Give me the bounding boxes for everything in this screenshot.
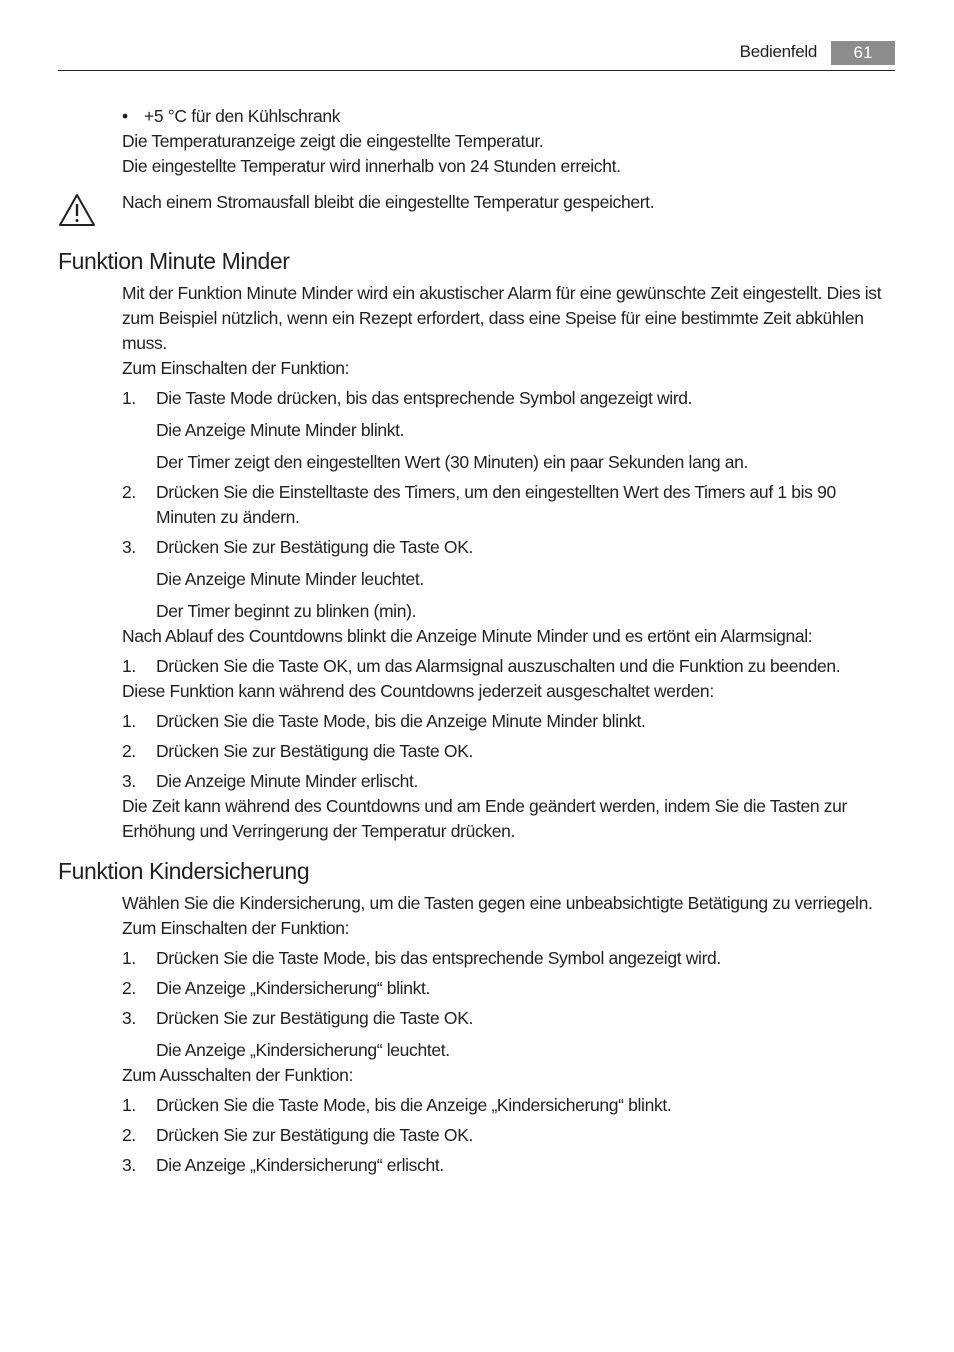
step-number: 2.	[122, 978, 136, 998]
paragraph: Nach Ablauf des Countdowns blinkt die Anzeige Minute Minder und es ertönt ein Alarmsignal:	[122, 626, 813, 646]
step-text: Drücken Sie zur Bestätigung die Taste OK.	[156, 741, 474, 761]
list-item	[122, 1153, 895, 1178]
bullet-text: +5 °C für den Kühlschrank	[144, 106, 341, 126]
step-number: 1.	[122, 948, 136, 968]
step-text: Die Anzeige „Kindersicherung“ blinkt.	[156, 978, 431, 998]
list-item	[122, 386, 895, 411]
paragraph: Die Zeit kann während des Countdowns und am Ende geändert werden, indem Sie die Tasten zur Erhöhung und Verringerung der Temperatur drücken.	[122, 796, 848, 841]
intro-block	[122, 104, 895, 179]
list-item	[122, 1123, 895, 1148]
list-item	[122, 739, 895, 764]
step-text: Drücken Sie die Taste Mode, bis die Anzeige Minute Minder blinkt.	[156, 711, 646, 731]
step-result: Die Anzeige Minute Minder blinkt.	[156, 420, 405, 440]
step-result: Die Anzeige „Kindersicherung“ leuchtet.	[156, 1040, 450, 1060]
steps-list-off	[122, 1093, 895, 1178]
page-number: 61	[831, 41, 895, 65]
steps-list-on	[122, 386, 895, 624]
step-number: 2.	[122, 482, 136, 502]
header-rule	[58, 70, 895, 71]
step-number: 3.	[122, 1155, 136, 1175]
step-text: Drücken Sie die Einstelltaste des Timers, um den eingestellten Wert des Timers auf 1 bis 90 Minuten zu ändern.	[156, 482, 836, 527]
list-item	[122, 709, 895, 734]
warning-text: Nach einem Stromausfall bleibt die eingestellte Temperatur gespeichert.	[122, 192, 655, 212]
header-section-label: Bedienfeld	[739, 42, 817, 61]
list-item	[122, 535, 895, 560]
paragraph: Diese Funktion kann während des Countdowns jederzeit ausgeschaltet werden:	[122, 681, 714, 701]
step-result: Die Anzeige Minute Minder leuchtet.	[156, 569, 424, 589]
steps-list-off	[122, 709, 895, 794]
warning-triangle-icon	[58, 193, 96, 234]
page-content	[58, 104, 895, 1178]
step-number: 1.	[122, 1095, 136, 1115]
bullet-item	[122, 104, 895, 129]
intro-line: Die Temperaturanzeige zeigt die eingestellte Temperatur.	[122, 131, 544, 151]
step-number: 3.	[122, 537, 136, 557]
paragraph: Zum Ausschalten der Funktion:	[122, 1065, 354, 1085]
step-text: Die Anzeige „Kindersicherung“ erlischt.	[156, 1155, 444, 1175]
child-lock-body	[122, 891, 895, 1178]
paragraph: Mit der Funktion Minute Minder wird ein akustischer Alarm für eine gewünschte Zeit eingestellt. Dies ist zum Beispiel nützlich, wenn ein Rezept erfordert, dass eine Speise für eine bestimmte Zeit abkühlen muss.	[122, 283, 882, 353]
step-text: Drücken Sie zur Bestätigung die Taste OK.	[156, 1125, 474, 1145]
step-text: Drücken Sie die Taste Mode, bis das entsprechende Symbol angezeigt wird.	[156, 948, 721, 968]
section-title-child-lock: Funktion Kindersicherung	[58, 858, 310, 884]
list-item	[122, 654, 895, 679]
step-text: Die Anzeige Minute Minder erlischt.	[156, 771, 419, 791]
step-number: 3.	[122, 771, 136, 791]
step-number: 1.	[122, 711, 136, 731]
step-text: Die Taste Mode drücken, bis das entsprechende Symbol angezeigt wird.	[156, 388, 693, 408]
paragraph: Wählen Sie die Kindersicherung, um die Tasten gegen eine unbeabsichtigte Betätigung zu verriegeln.	[122, 893, 873, 913]
steps-list-countdown	[122, 654, 895, 679]
step-text: Drücken Sie zur Bestätigung die Taste OK.	[156, 1008, 474, 1028]
step-result: Der Timer beginnt zu blinken (min).	[156, 601, 417, 621]
step-text: Drücken Sie die Taste OK, um das Alarmsignal auszuschalten und die Funktion zu beenden.	[156, 656, 841, 676]
list-item	[122, 1006, 895, 1031]
list-item	[122, 976, 895, 1001]
step-number: 1.	[122, 656, 136, 676]
paragraph: Zum Einschalten der Funktion:	[122, 918, 350, 938]
step-number: 3.	[122, 1008, 136, 1028]
step-number: 2.	[122, 741, 136, 761]
step-text: Drücken Sie zur Bestätigung die Taste OK.	[156, 537, 474, 557]
list-item	[122, 1093, 895, 1118]
step-number: 2.	[122, 1125, 136, 1145]
list-item	[122, 480, 895, 530]
paragraph: Zum Einschalten der Funktion:	[122, 358, 350, 378]
intro-line: Die eingestellte Temperatur wird innerhalb von 24 Stunden erreicht.	[122, 156, 621, 176]
steps-list-on	[122, 946, 895, 1063]
list-item	[122, 946, 895, 971]
minute-minder-body	[122, 281, 895, 844]
warning-note	[58, 190, 895, 230]
step-number: 1.	[122, 388, 136, 408]
step-result: Der Timer zeigt den eingestellten Wert (30 Minuten) ein paar Sekunden lang an.	[156, 452, 749, 472]
step-text: Drücken Sie die Taste Mode, bis die Anzeige „Kindersicherung“ blinkt.	[156, 1095, 672, 1115]
list-item	[122, 769, 895, 794]
bullet-dot-icon: •	[122, 106, 128, 126]
section-title-minute-minder: Funktion Minute Minder	[58, 248, 290, 274]
